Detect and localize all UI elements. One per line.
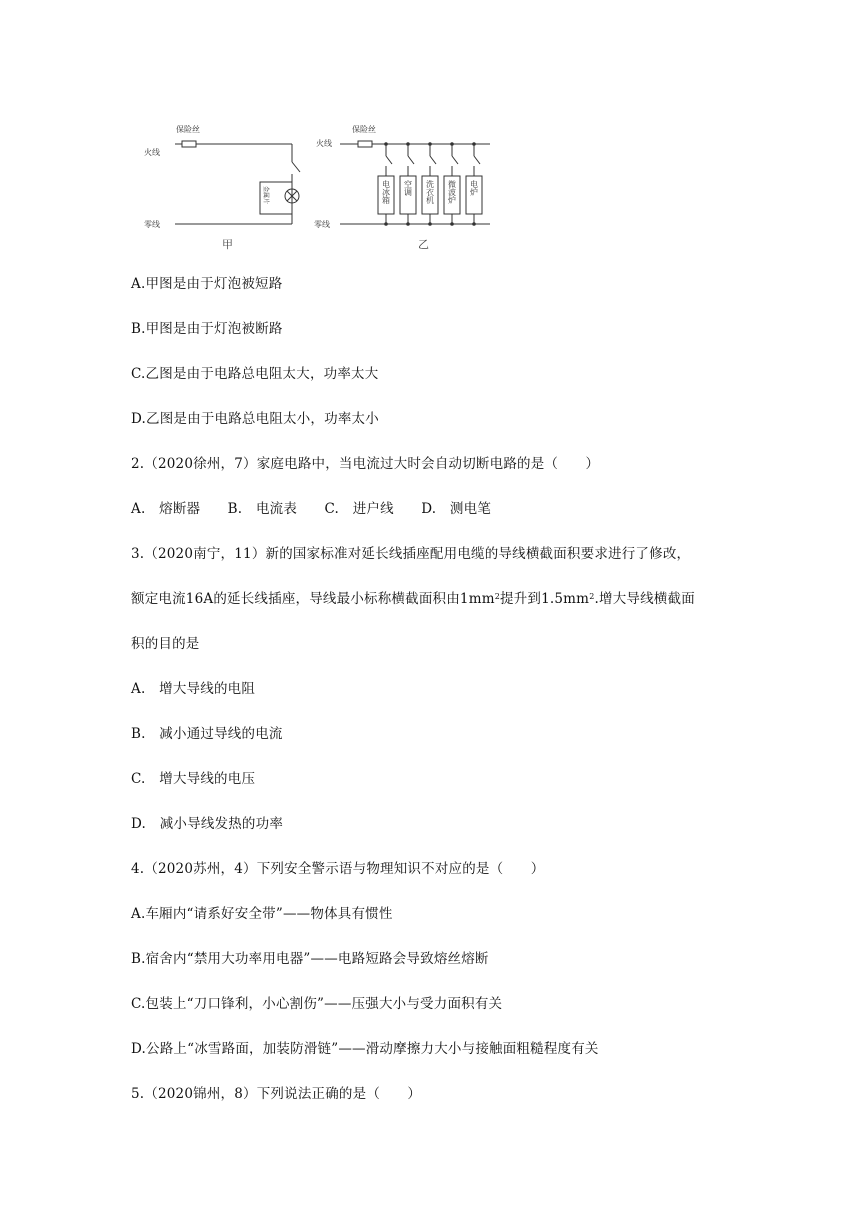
appliance-label: 洗衣机 bbox=[425, 180, 435, 204]
question-stem: 4.（2020苏州，4）下列安全警示语与物理知识不对应的是（ ） bbox=[131, 861, 545, 877]
right-live-label: 火线 bbox=[316, 139, 332, 148]
fuse-left bbox=[182, 141, 196, 147]
left-neutral-label: 零线 bbox=[144, 220, 160, 229]
left-fuse-label: 保险丝 bbox=[176, 125, 200, 134]
appliance-label: 电冰箱 bbox=[381, 180, 391, 204]
metal-strip-label: 金属片 bbox=[262, 186, 269, 205]
text-run: 额定电流16A的延长线插座，导线最小标称横截面积由1mm bbox=[131, 591, 495, 607]
superscript: 2 bbox=[589, 592, 595, 601]
question-stem-continued: 积的目的是 bbox=[131, 636, 200, 652]
option-line: C.乙图是由于电路总电阻太大，功率太大 bbox=[131, 366, 379, 382]
appliance-label: 空调 bbox=[403, 180, 413, 196]
superscript: 2 bbox=[494, 592, 501, 601]
right-neutral-label: 零线 bbox=[314, 220, 330, 229]
left-live-label: 火线 bbox=[144, 148, 160, 157]
option-line: D. 减小导线发热的功率 bbox=[131, 816, 284, 832]
circuit-figure bbox=[140, 112, 500, 252]
option-line: C.包装上“刀口锋利，小心割伤”——压强大小与受力面积有关 bbox=[131, 996, 503, 1012]
switch-left bbox=[292, 162, 300, 172]
question-stem: 3.（2020南宁，11）新的国家标准对延长线插座配用电缆的导线横截面积要求进行了修改， bbox=[131, 546, 691, 562]
option-line: D.公路上“冰雪路面，加装防滑链”——滑动摩擦力大小与接触面粗糙程度有关 bbox=[131, 1041, 599, 1057]
text-run: .增大导线横截面 bbox=[594, 591, 695, 607]
figure-caption-right: 乙 bbox=[418, 238, 429, 251]
right-fuse-label: 保险丝 bbox=[352, 125, 376, 134]
question-stem-continued bbox=[131, 589, 695, 609]
figure-caption-left: 甲 bbox=[222, 238, 233, 251]
option-line: D.乙图是由于电路总电阻太小，功率太小 bbox=[131, 411, 379, 427]
option-line: A.车厢内“请系好安全带”——物体具有惯性 bbox=[131, 906, 393, 922]
option-line: A. 增大导线的电阻 bbox=[131, 681, 256, 697]
appliance-label: 电炉 bbox=[469, 180, 479, 196]
fuse-right bbox=[358, 141, 372, 147]
option-line: C. 增大导线的电压 bbox=[131, 771, 256, 787]
text-run: 提升到1.5mm bbox=[500, 591, 590, 607]
question-stem: 5.（2020锦州，8）下列说法正确的是（ ） bbox=[131, 1086, 422, 1102]
option-line: A.甲图是由于灯泡被短路 bbox=[131, 276, 283, 292]
question-stem: 2.（2020徐州，7）家庭电路中，当电流过大时会自动切断电路的是（ ） bbox=[131, 456, 600, 472]
option-line: B.宿舍内“禁用大功率用电器”——电路短路会导致熔丝熔断 bbox=[131, 951, 489, 967]
appliance-label: 微波炉 bbox=[447, 180, 457, 204]
option-line: B. 减小通过导线的电流 bbox=[131, 726, 283, 742]
option-line: A. 熔断器 B. 电流表 C. 进户线 D. 测电笔 bbox=[131, 501, 492, 517]
option-line: B.甲图是由于灯泡被断路 bbox=[131, 321, 283, 337]
